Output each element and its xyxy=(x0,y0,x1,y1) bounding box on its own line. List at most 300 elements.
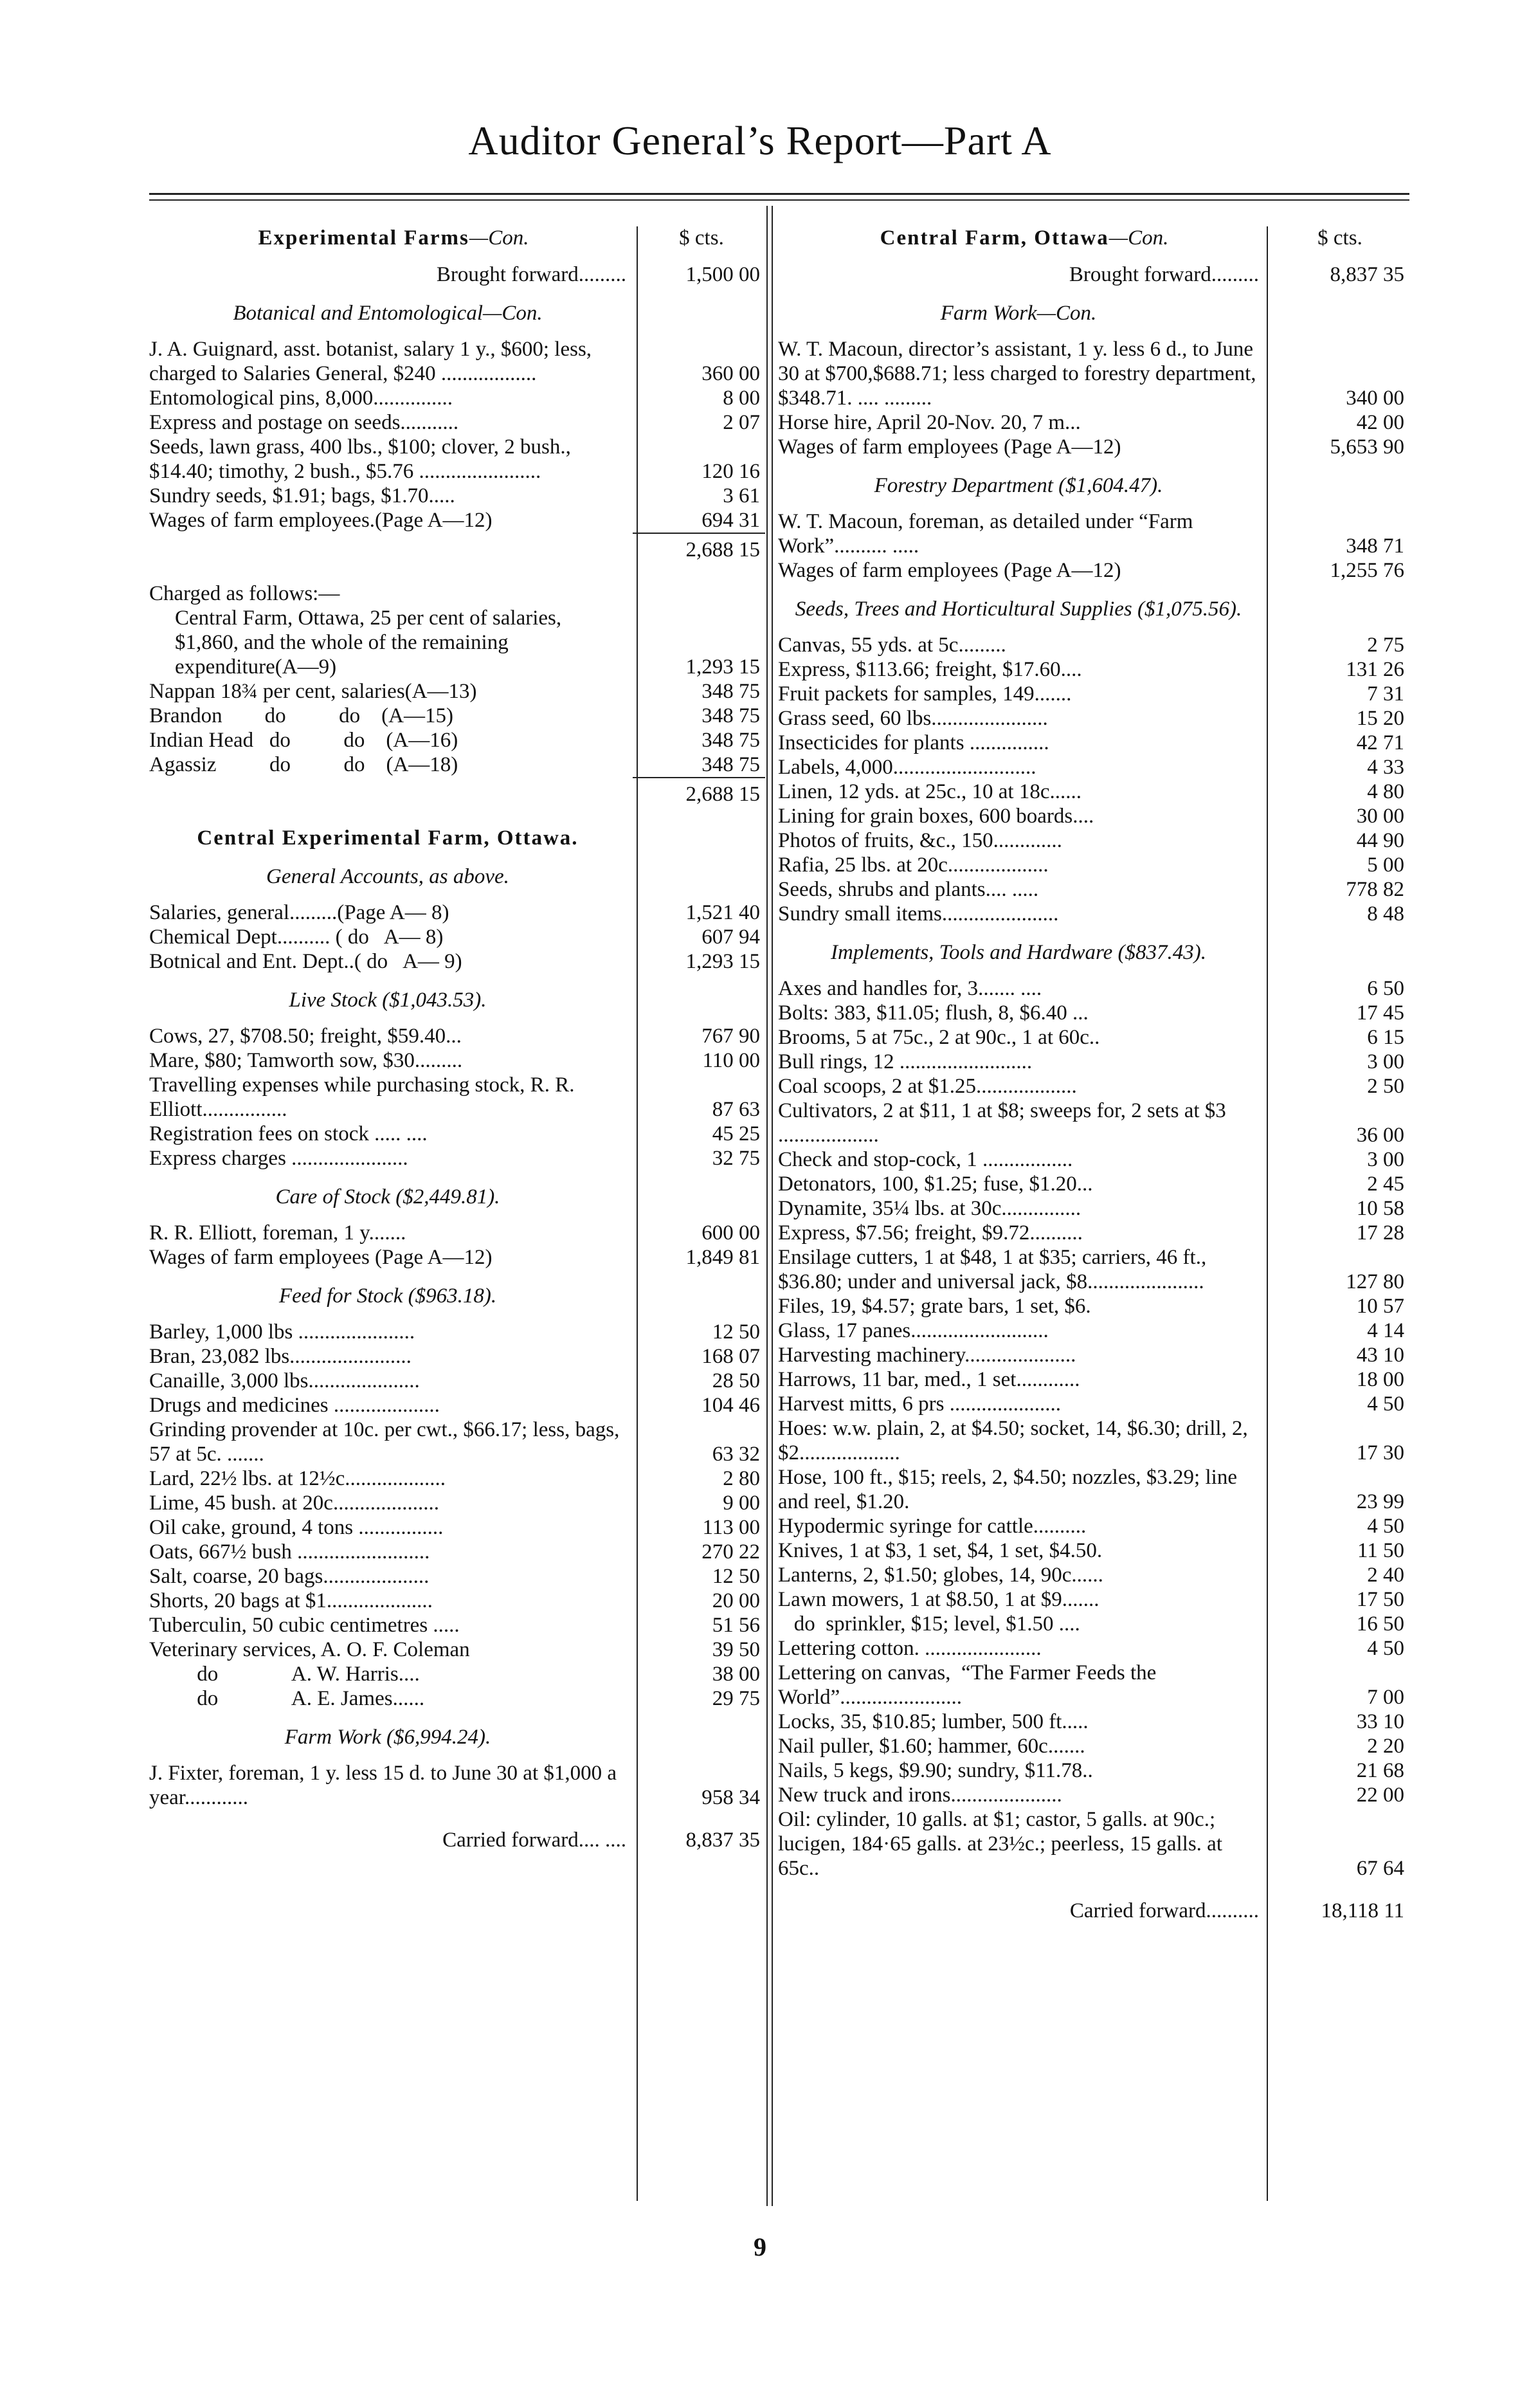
entry-amount: 694 31 xyxy=(701,509,760,532)
entry-amount: 958 34 xyxy=(701,1786,760,1809)
entry-amount: 17 50 xyxy=(1356,1588,1404,1611)
entry-description: Lard, 22½ lbs. at 12½c................... xyxy=(149,1467,446,1490)
entry-amount: 87 63 xyxy=(712,1098,760,1121)
left-entry xyxy=(149,949,765,974)
entry-amount: 2 50 xyxy=(1367,1075,1404,1098)
left-entry xyxy=(149,1344,765,1369)
entry-amount: 8 00 xyxy=(723,387,760,410)
entry-description: Travelling expenses while purchasing stock, R. R. Elliott................ xyxy=(149,1073,580,1121)
right-entry xyxy=(778,1147,1409,1172)
entry-description: Express charges ...................... xyxy=(149,1147,408,1170)
left-entry xyxy=(149,1024,765,1048)
right-entry xyxy=(778,1050,1409,1074)
entry-description: Charged as follows:— xyxy=(149,582,340,605)
carried-forward-label: Carried forward.... .... xyxy=(442,1829,626,1852)
entry-description: Hose, 100 ft., $15; reels, 2, $4.50; nozzles, $3.29; line and reel, $1.20. xyxy=(778,1466,1243,1513)
entry-description: Agassiz do do (A—18) xyxy=(149,753,458,776)
entry-description: Hoes: w.w. plain, 2, at $4.50; socket, 14, $6.30; drill, 2, $2................... xyxy=(778,1417,1254,1464)
section-heading: Forestry Department ($1,604.47). xyxy=(874,474,1163,497)
section-heading: Implements, Tools and Hardware ($837.43). xyxy=(831,941,1206,964)
section-heading: Live Stock ($1,043.53). xyxy=(289,989,487,1012)
entry-amount: 29 75 xyxy=(712,1687,760,1710)
section-heading: Farm Work ($6,994.24). xyxy=(284,1726,491,1749)
right-entry xyxy=(778,1783,1409,1807)
left-entry xyxy=(149,508,765,533)
entry-description: Salt, coarse, 20 bags.................... xyxy=(149,1565,430,1588)
entry-amount: 4 14 xyxy=(1367,1319,1404,1342)
left-entry xyxy=(149,1284,765,1308)
entry-description: do A. W. Harris.... xyxy=(149,1663,420,1686)
entry-description: Drugs and medicines .................... xyxy=(149,1394,440,1417)
entry-description: Oil cake, ground, 4 tons ................ xyxy=(149,1516,444,1539)
right-entry xyxy=(778,1025,1409,1050)
center-rule-b xyxy=(772,206,773,2206)
right-entry xyxy=(778,902,1409,926)
right-entry xyxy=(778,262,1409,287)
right-entry xyxy=(778,804,1409,828)
right-column-title-con: —Con. xyxy=(1108,226,1169,250)
entry-amount: 348 75 xyxy=(701,729,760,752)
entry-description: Mare, $80; Tamworth sow, $30......... xyxy=(149,1049,463,1072)
entry-description: Harvest mitts, 6 prs ..................... xyxy=(778,1392,1061,1416)
right-entry xyxy=(778,1514,1409,1538)
entry-description: Horse hire, April 20-Nov. 20, 7 m... xyxy=(778,411,1081,434)
entry-amount: 127 80 xyxy=(1346,1270,1404,1293)
entry-amount: 131 26 xyxy=(1346,658,1404,681)
entry-amount: 28 50 xyxy=(712,1369,760,1392)
entry-amount: 7 31 xyxy=(1367,682,1404,706)
left-entry xyxy=(149,1725,765,1749)
entry-description: Labels, 4,000........................... xyxy=(778,756,1036,779)
carried-forward-amount: 18,118 11 xyxy=(1321,1899,1404,1922)
entry-amount: 2 40 xyxy=(1367,1564,1404,1587)
right-entry xyxy=(778,633,1409,657)
left-entry xyxy=(149,1369,765,1393)
carried-forward-label: Carried forward.......... xyxy=(1069,1899,1259,1922)
entry-description: Harrows, 11 bar, med., 1 set............ xyxy=(778,1368,1080,1391)
right-entry xyxy=(778,1099,1409,1147)
entry-amount: 1,293 15 xyxy=(685,655,760,679)
entry-amount: 5 00 xyxy=(1367,853,1404,877)
entry-amount: 600 00 xyxy=(701,1221,760,1245)
right-column xyxy=(778,226,1409,2202)
entry-amount: 360 00 xyxy=(701,362,760,385)
left-entry xyxy=(149,1540,765,1564)
entry-amount: 5,653 90 xyxy=(1330,435,1404,459)
entry-description: Ensilage cutters, 1 at $48, 1 at $35; carriers, 46 ft., $36.80; under and universal jack, $8...................... xyxy=(778,1246,1212,1293)
left-entry xyxy=(149,704,765,728)
right-entry xyxy=(778,1587,1409,1612)
right-entry xyxy=(778,1734,1409,1758)
left-column-title: Experimental Farms xyxy=(258,226,469,250)
page-title: Auditor General’s Report—Part A xyxy=(468,118,1052,163)
section-title: Central Experimental Farm, Ottawa. xyxy=(197,826,579,850)
entry-description: Express, $7.56; freight, $9.72.......... xyxy=(778,1221,1083,1245)
entry-amount: 4 50 xyxy=(1367,1637,1404,1660)
entry-description: do A. E. James...... xyxy=(149,1687,425,1710)
entry-amount: 2 75 xyxy=(1367,634,1404,657)
left-column xyxy=(149,226,765,2202)
entry-description: Wages of farm employees (Page A—12) xyxy=(778,435,1121,459)
left-entry xyxy=(149,337,765,386)
entry-description: Oil: cylinder, 10 galls. at $1; castor, 5 galls. at 90c.; lucigen, 184·65 galls. at 23½c.; peerless, 15 galls. at 65c.. xyxy=(778,1808,1228,1880)
entry-amount: 20 00 xyxy=(712,1589,760,1612)
entry-description: Salaries, general.........(Page A— 8) xyxy=(149,901,449,924)
entry-description: Barley, 1,000 lbs ...................... xyxy=(149,1320,415,1344)
entry-description: Canaille, 3,000 lbs..................... xyxy=(149,1369,420,1392)
right-entry xyxy=(778,1465,1409,1514)
left-entry xyxy=(149,925,765,949)
left-entry xyxy=(149,1515,765,1540)
entry-amount: 2 80 xyxy=(723,1467,760,1490)
entry-description: Tuberculin, 50 cubic centimetres ..... xyxy=(149,1614,460,1637)
entry-amount: 6 50 xyxy=(1367,977,1404,1000)
entry-description: Cultivators, 2 at $11, 1 at $8; sweeps for, 2 sets at $3 ................... xyxy=(778,1099,1232,1147)
entry-amount: 44 90 xyxy=(1356,829,1404,852)
right-entry xyxy=(778,558,1409,583)
left-amount-rule xyxy=(637,226,638,2201)
right-entry xyxy=(778,1245,1409,1294)
left-entry xyxy=(149,864,765,889)
carried-forward-amount: 8,837 35 xyxy=(685,1829,760,1852)
left-entry xyxy=(149,1686,765,1711)
entry-description: Bran, 23,082 lbs....................... xyxy=(149,1345,412,1368)
left-entry xyxy=(149,1828,765,1852)
entry-amount: 42 71 xyxy=(1356,731,1404,754)
left-entry xyxy=(149,1320,765,1344)
right-entry xyxy=(778,1392,1409,1416)
title-rule-upper xyxy=(149,193,1409,195)
right-entries xyxy=(778,262,1409,1923)
right-entry xyxy=(778,1294,1409,1318)
entry-description: Locks, 35, $10.85; lumber, 500 ft..... xyxy=(778,1710,1089,1733)
entry-amount: 30 00 xyxy=(1356,805,1404,828)
entry-amount: 1,293 15 xyxy=(685,950,760,973)
entry-description: New truck and irons..................... xyxy=(778,1783,1062,1807)
right-entry xyxy=(778,509,1409,558)
entry-description: Seeds, shrubs and plants.... ..... xyxy=(778,878,1039,901)
entry-description: Harvesting machinery..................... xyxy=(778,1344,1076,1367)
entry-description: Express, $113.66; freight, $17.60.... xyxy=(778,658,1082,681)
left-entry xyxy=(149,1146,765,1171)
entry-amount: 42 00 xyxy=(1356,411,1404,434)
left-entry xyxy=(149,1613,765,1637)
right-entry xyxy=(778,731,1409,755)
entry-amount: 67 64 xyxy=(1356,1857,1404,1880)
entry-amount: 7 00 xyxy=(1367,1686,1404,1709)
left-entries xyxy=(149,262,765,1852)
right-entry xyxy=(778,1318,1409,1343)
entry-description: Fruit packets for samples, 149....... xyxy=(778,682,1072,706)
right-entry xyxy=(778,1416,1409,1465)
left-entry xyxy=(149,410,765,435)
entry-description: Insecticides for plants ............... xyxy=(778,731,1049,754)
left-entry xyxy=(149,1637,765,1662)
entry-amount: 120 16 xyxy=(701,460,760,483)
right-entry xyxy=(778,435,1409,459)
left-entry xyxy=(149,581,765,606)
entry-description: Coal scoops, 2 at $1.25................... xyxy=(778,1075,1077,1098)
entry-description: Lettering cotton. ...................... xyxy=(778,1637,1042,1660)
entry-amount: 21 68 xyxy=(1356,1759,1404,1782)
right-column-unit: $ cts. xyxy=(1317,226,1362,250)
entry-amount: 348 75 xyxy=(701,680,760,703)
entry-amount: 17 45 xyxy=(1356,1001,1404,1025)
entry-description: Bull rings, 12 ......................... xyxy=(778,1050,1033,1073)
right-entry xyxy=(778,1538,1409,1563)
left-entry xyxy=(149,1466,765,1491)
entry-description: Dynamite, 35¼ lbs. at 30c............... xyxy=(778,1197,1081,1220)
entry-description: Rafia, 25 lbs. at 20c................... xyxy=(778,853,1049,877)
right-entry xyxy=(778,1367,1409,1392)
right-entry xyxy=(778,853,1409,877)
entry-description: Cows, 27, $708.50; freight, $59.40... xyxy=(149,1025,462,1048)
entry-description: Registration fees on stock ..... .... xyxy=(149,1122,428,1145)
title-rule-lower xyxy=(149,199,1409,201)
entry-description: Lettering on canvas, “The Farmer Feeds the World”....................... xyxy=(778,1661,1161,1709)
entry-amount: 3 61 xyxy=(723,484,760,507)
section-heading: Farm Work—Con. xyxy=(940,302,1097,325)
total-amount: 2,688 15 xyxy=(633,533,765,562)
right-entry xyxy=(778,780,1409,804)
entry-description: Glass, 17 panes.......................... xyxy=(778,1319,1049,1342)
left-entry xyxy=(149,988,765,1012)
entry-amount: 23 99 xyxy=(1356,1490,1404,1513)
entry-amount: 51 56 xyxy=(712,1614,760,1637)
entry-amount: 104 46 xyxy=(701,1394,760,1417)
left-entry xyxy=(149,1761,765,1810)
entry-amount: 2 20 xyxy=(1367,1735,1404,1758)
entry-description: W. T. Macoun, director’s assistant, 1 y. less 6 d., to June 30 at $700,$688.71; less charged to forestry department, $348.71. .... ......... xyxy=(778,338,1262,410)
entry-amount: 1,849 81 xyxy=(685,1246,760,1269)
left-entry xyxy=(149,679,765,704)
entry-description: J. A. Guignard, asst. botanist, salary 1 y., $600; less, charged to Salaries General, $240 .................. xyxy=(149,338,597,385)
entry-description: Brooms, 5 at 75c., 2 at 90c., 1 at 60c.. xyxy=(778,1026,1100,1049)
right-entry xyxy=(778,1196,1409,1221)
entry-description: Shorts, 20 bags at $1.................... xyxy=(149,1589,433,1612)
left-entry xyxy=(149,301,765,325)
entry-description: Seeds, lawn grass, 400 lbs., $100; clover, 2 bush., $14.40; timothy, 2 bush., $5.76 ....................... xyxy=(149,435,577,483)
entry-amount: 33 10 xyxy=(1356,1710,1404,1733)
right-entry xyxy=(778,1710,1409,1734)
entry-amount: 11 50 xyxy=(1357,1539,1404,1562)
right-entry xyxy=(778,1563,1409,1587)
right-entry xyxy=(778,1661,1409,1710)
right-entry xyxy=(778,976,1409,1001)
entry-amount: 340 00 xyxy=(1346,387,1404,410)
right-entry xyxy=(778,1221,1409,1245)
entry-amount: 4 33 xyxy=(1367,756,1404,779)
entry-description: Photos of fruits, &c., 150............. xyxy=(778,829,1062,852)
entry-description: Veterinary services, A. O. F. Coleman xyxy=(149,1638,470,1661)
left-entry xyxy=(149,752,765,777)
right-entry xyxy=(778,1636,1409,1661)
entry-amount: 39 50 xyxy=(712,1638,760,1661)
right-entry xyxy=(778,706,1409,731)
left-entry xyxy=(149,826,765,850)
left-entry xyxy=(149,1073,765,1122)
entry-description: Nails, 5 kegs, $9.90; sundry, $11.78.. xyxy=(778,1759,1093,1782)
entry-description: Sundry small items...................... xyxy=(778,902,1059,926)
section-heading: Botanical and Entomological—Con. xyxy=(233,302,543,325)
left-entry xyxy=(149,533,765,562)
entry-amount: 1,255 76 xyxy=(1330,559,1404,582)
right-entry xyxy=(778,1343,1409,1367)
left-column-title-con: —Con. xyxy=(469,226,529,250)
right-entry xyxy=(778,1899,1409,1923)
entry-description: Lime, 45 bush. at 20c.................... xyxy=(149,1491,439,1515)
entry-amount: 63 32 xyxy=(712,1443,760,1466)
left-entry xyxy=(149,1589,765,1613)
right-amount-rule xyxy=(1267,226,1268,2201)
entry-amount: 9 00 xyxy=(723,1491,760,1515)
entry-description: Nappan 18¾ per cent, salaries(A—13) xyxy=(149,680,477,703)
entry-amount: 2 07 xyxy=(723,411,760,434)
right-entry xyxy=(778,301,1409,325)
entry-amount: 6 15 xyxy=(1367,1026,1404,1049)
left-entry xyxy=(149,900,765,925)
section-heading: Feed for Stock ($963.18). xyxy=(278,1284,497,1308)
entry-amount: 4 80 xyxy=(1367,780,1404,803)
left-entry xyxy=(149,606,765,679)
left-entry xyxy=(149,1048,765,1073)
right-entry xyxy=(778,473,1409,498)
entry-amount: 12 50 xyxy=(712,1565,760,1588)
entry-amount: 12 50 xyxy=(712,1320,760,1344)
entry-description: Oats, 667½ bush ......................... xyxy=(149,1540,430,1564)
entry-description: Central Farm, Ottawa, 25 per cent of salaries, $1,860, and the whole of the remaining expenditure(A—9) xyxy=(175,607,567,679)
entry-description: Files, 19, $4.57; grate bars, 1 set, $6. xyxy=(778,1295,1091,1318)
right-entry xyxy=(778,1074,1409,1099)
entry-amount: 348 75 xyxy=(701,753,760,776)
entry-amount: 168 07 xyxy=(701,1345,760,1368)
right-entry xyxy=(778,1172,1409,1196)
entry-description: Bolts: 383, $11.05; flush, 8, $6.40 ... xyxy=(778,1001,1089,1025)
right-entry xyxy=(778,1001,1409,1025)
entry-description: J. Fixter, foreman, 1 y. less 15 d. to June 30 at $1,000 a year............ xyxy=(149,1762,622,1809)
entry-amount: 4 50 xyxy=(1367,1392,1404,1416)
entry-description: Brought forward......... xyxy=(1069,263,1259,286)
entry-description: Detonators, 100, $1.25; fuse, $1.20... xyxy=(778,1172,1093,1196)
entry-amount: 270 22 xyxy=(701,1540,760,1564)
entry-amount: 18 00 xyxy=(1356,1368,1404,1391)
entry-amount: 45 25 xyxy=(712,1122,760,1145)
left-entry xyxy=(149,1418,765,1466)
left-entry xyxy=(149,777,765,807)
entry-amount: 8 48 xyxy=(1367,902,1404,926)
right-column-header xyxy=(778,226,1409,262)
left-entry xyxy=(149,262,765,287)
center-rule-a xyxy=(766,206,768,2206)
entry-amount: 43 10 xyxy=(1356,1344,1404,1367)
entry-amount: 607 94 xyxy=(701,926,760,949)
entry-amount: 348 71 xyxy=(1346,534,1404,558)
section-heading: Care of Stock ($2,449.81). xyxy=(275,1185,500,1209)
entry-amount: 348 75 xyxy=(701,704,760,727)
entry-amount: 38 00 xyxy=(712,1663,760,1686)
left-column-unit: $ cts. xyxy=(679,226,724,250)
entry-amount: 2 45 xyxy=(1367,1172,1404,1196)
entry-description: Brandon do do (A—15) xyxy=(149,704,453,727)
entry-amount: 767 90 xyxy=(701,1025,760,1048)
left-entry xyxy=(149,484,765,508)
right-entry xyxy=(778,410,1409,435)
right-column-title: Central Farm, Ottawa xyxy=(880,226,1109,250)
right-entry xyxy=(778,877,1409,902)
right-entry xyxy=(778,337,1409,410)
entry-amount: 22 00 xyxy=(1356,1783,1404,1807)
entry-description: Botnical and Ent. Dept..( do A— 9) xyxy=(149,950,462,973)
entry-description: Canvas, 55 yds. at 5c......... xyxy=(778,634,1006,657)
entry-description: do sprinkler, $15; level, $1.50 .... xyxy=(778,1612,1080,1636)
entry-description: W. T. Macoun, foreman, as detailed under “Farm Work”.......... ..... xyxy=(778,510,1199,558)
entry-description: Lanterns, 2, $1.50; globes, 14, 90c...... xyxy=(778,1564,1103,1587)
entry-amount: 3 00 xyxy=(1367,1148,1404,1171)
entry-description: Chemical Dept.......... ( do A— 8) xyxy=(149,926,444,949)
right-entry xyxy=(778,657,1409,682)
entry-amount: 8,837 35 xyxy=(1330,263,1404,286)
left-entry xyxy=(149,1185,765,1209)
left-entry xyxy=(149,1245,765,1270)
entry-amount: 113 00 xyxy=(702,1516,760,1539)
entry-description: Grass seed, 60 lbs...................... xyxy=(778,707,1048,730)
right-entry xyxy=(778,1612,1409,1636)
entry-description: Indian Head do do (A—16) xyxy=(149,729,458,752)
entry-description: Grinding provender at 10c. per cwt., $66.17; less, bags, 57 at 5c. ....... xyxy=(149,1418,625,1466)
entry-description: Entomological pins, 8,000............... xyxy=(149,387,453,410)
entry-description: Lawn mowers, 1 at $8.50, 1 at $9....... xyxy=(778,1588,1099,1611)
entry-description: Wages of farm employees (Page A—12) xyxy=(778,559,1121,582)
right-entry xyxy=(778,597,1409,621)
entry-amount: 778 82 xyxy=(1346,878,1404,901)
entry-description: Check and stop-cock, 1 ................. xyxy=(778,1148,1073,1171)
entry-description: Brought forward......... xyxy=(436,263,626,286)
total-amount: 2,688 15 xyxy=(633,777,765,807)
entry-amount: 17 30 xyxy=(1356,1441,1404,1464)
entry-description: Hypodermic syringe for cattle.......... xyxy=(778,1515,1087,1538)
entry-amount: 10 57 xyxy=(1356,1295,1404,1318)
entry-amount: 10 58 xyxy=(1356,1197,1404,1220)
right-entry xyxy=(778,828,1409,853)
entry-description: Linen, 12 yds. at 25c., 10 at 18c...... xyxy=(778,780,1081,803)
left-entry xyxy=(149,1662,765,1686)
entry-description: Nail puller, $1.60; hammer, 60c....... xyxy=(778,1735,1085,1758)
entry-description: Wages of farm employees.(Page A—12) xyxy=(149,509,493,532)
left-entry xyxy=(149,1491,765,1515)
left-entry xyxy=(149,1564,765,1589)
right-entry xyxy=(778,1758,1409,1783)
entry-description: Sundry seeds, $1.91; bags, $1.70..... xyxy=(149,484,455,507)
right-entry xyxy=(778,940,1409,965)
left-entry xyxy=(149,1122,765,1146)
entry-amount: 1,521 40 xyxy=(685,901,760,924)
entry-description: Lining for grain boxes, 600 boards.... xyxy=(778,805,1094,828)
entry-amount: 110 00 xyxy=(702,1049,760,1072)
left-entry xyxy=(149,1221,765,1245)
entry-amount: 32 75 xyxy=(712,1147,760,1170)
entry-description: Knives, 1 at $3, 1 set, $4, 1 set, $4.50. xyxy=(778,1539,1103,1562)
left-column-header xyxy=(149,226,765,262)
section-heading: Seeds, Trees and Horticultural Supplies ($1,075.56). xyxy=(795,597,1242,621)
entry-description: Express and postage on seeds........... xyxy=(149,411,459,434)
right-entry xyxy=(778,755,1409,780)
entry-description: R. R. Elliott, foreman, 1 y....... xyxy=(149,1221,406,1245)
entry-amount: 3 00 xyxy=(1367,1050,1404,1073)
entry-amount: 16 50 xyxy=(1356,1612,1404,1636)
entry-amount: 1,500 00 xyxy=(685,263,760,286)
left-entry xyxy=(149,728,765,752)
left-entry xyxy=(149,386,765,410)
